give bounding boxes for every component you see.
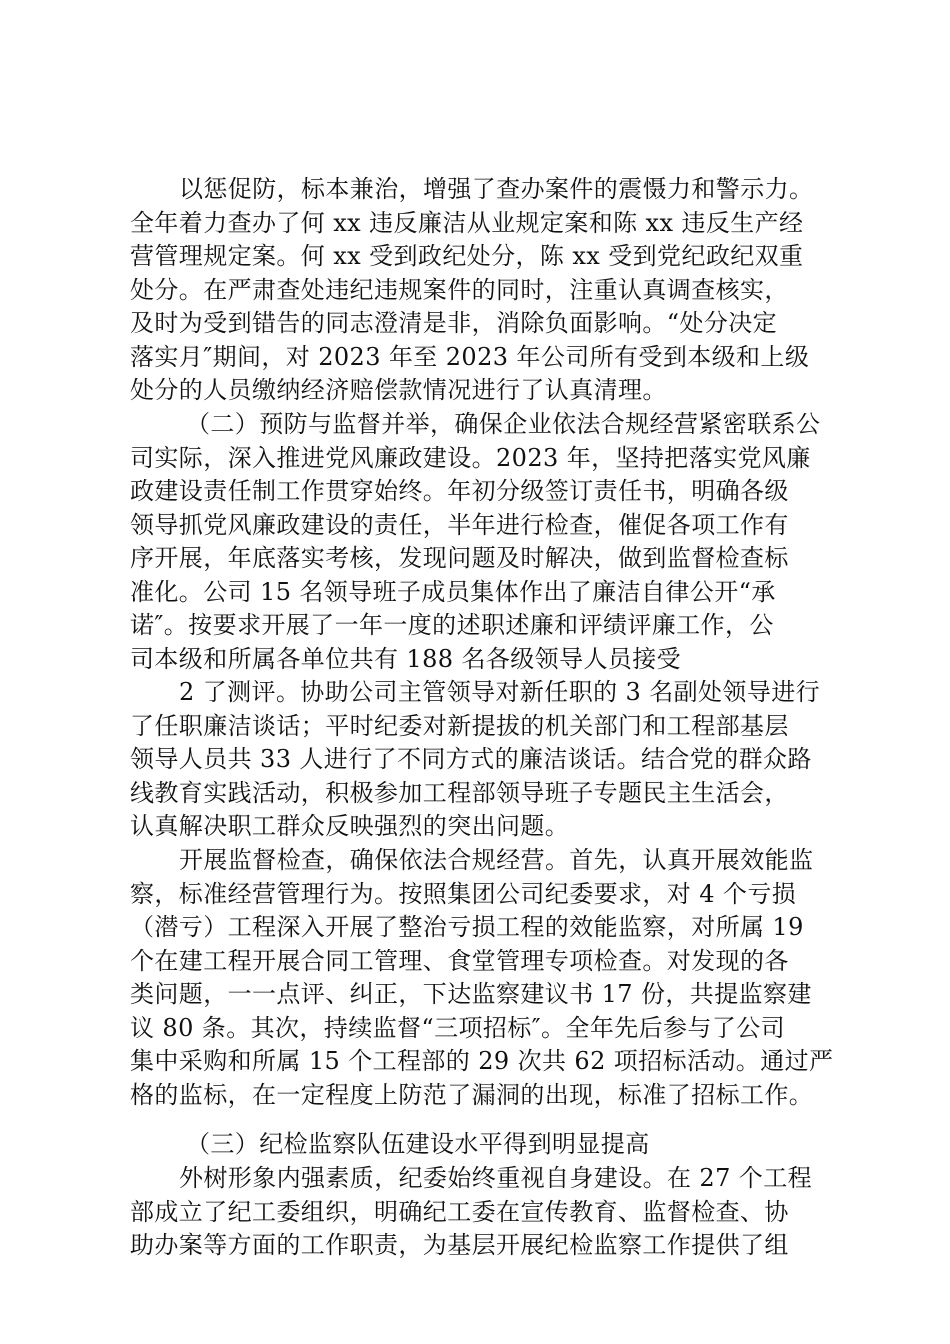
text-line: 准化。公司 15 名领导班子成员集体作出了廉洁自律公开“承 (130, 577, 776, 606)
text-line: 处分的人员缴纳经济赔偿款情况进行了认真清理。 (130, 376, 667, 404)
paragraph-evaluation (130, 676, 852, 844)
text-line: 议 80 条。其次，持续监督“三项招标″。全年先后参与了公司 (130, 1013, 786, 1042)
paragraph-punishment (130, 173, 852, 408)
text-line: 领导人员共 33 人进行了不同方式的廉洁谈话。结合党的群众路 (130, 745, 812, 773)
paragraph-team-building (130, 1162, 852, 1263)
text-line: 部成立了纪工委组织，明确纪工委在宣传教育、监督检查、协 (130, 1197, 789, 1226)
section-heading-2: （二）预防与监督并举，确保企业依法合规经营紧密联系公 (186, 410, 821, 438)
text-line: 及时为受到错告的同志澄清是非，消除负面影响。“处分决定 (130, 309, 778, 337)
text-line: 察，标准经营管理行为。按照集团公司纪委要求，对 4 个亏损 (130, 879, 797, 908)
text-line: 领导抓党风廉政建设的责任，半年进行检查，催促各项工作有 (130, 510, 789, 539)
text-line: 营管理规定案。何 xx 受到政纪处分，陈 xx 受到党纪政纪双重 (130, 242, 804, 270)
paragraph-supervision-inspection (130, 844, 852, 1112)
section-heading-3: （三）纪检监察队伍建设水平得到明显提高 (186, 1130, 650, 1158)
text-line: 落实月″期间，对 2023 年至 2023 年公司所有受到本级和上级 (130, 342, 810, 371)
text-line: 集中采购和所属 15 个工程部的 29 次共 62 项招标活动。通过严 (130, 1047, 834, 1075)
paragraph-prevention-supervision (130, 408, 852, 676)
text-line: 个在建工程开展合同工管理、食堂管理专项检查。对发现的各 (130, 946, 789, 975)
text-line: 2 了测评。协助公司主管领导对新任职的 3 名副处领导进行 (179, 678, 821, 706)
text-line: 格的监标，在一定程度上防范了漏洞的出现，标准了招标工作。 (130, 1080, 814, 1109)
text-line: 类问题，一一点评、纠正，下达监察建议书 17 份，共提监察建 (130, 980, 812, 1008)
text-line: 序开展，年底落实考核，发现问题及时解决，做到监督检查标 (130, 544, 789, 572)
text-line: 司本级和所属各单位共有 188 名各级领导人员接受 (130, 644, 682, 673)
section-heading-3-block (130, 1128, 852, 1162)
text-line: 司实际，深入推进党风廉政建设。2023 年，坚持把落实党风廉 (130, 443, 811, 472)
text-line: 政建设责任制工作贯穿始终。年初分级签订责任书，明确各级 (130, 477, 789, 505)
text-line: 处分。在严肃查处违纪违规案件的同时，注重认真调查核实， (130, 275, 789, 304)
text-line: 全年着力查办了何 xx 违反廉洁从业规定案和陈 xx 违反生产经 (130, 208, 804, 237)
text-line: 线教育实践活动，积极参加工程部领导班子专题民主生活会， (130, 778, 789, 807)
text-line: 开展监督检查，确保依法合规经营。首先，认真开展效能监 (179, 846, 814, 874)
text-line: （潜亏）工程深入开展了整治亏损工程的效能监察，对所属 19 (130, 913, 804, 941)
text-line: 外树形象内强素质，纪委始终重视自身建设。在 27 个工程 (179, 1164, 812, 1192)
text-line: 了任职廉洁谈话；平时纪委对新提拔的机关部门和工程部基层 (130, 711, 789, 740)
text-line: 认真解决职工群众反映强烈的突出问题。 (130, 812, 570, 840)
text-line: 助办案等方面的工作职责，为基层开展纪检监察工作提供了组 (130, 1231, 789, 1259)
text-line: 诺″。按要求开展了一年一度的述职述廉和评绩评廉工作，公 (130, 611, 774, 639)
text-line: 以惩促防，标本兼治，增强了查办案件的震慑力和警示力。 (179, 175, 814, 203)
